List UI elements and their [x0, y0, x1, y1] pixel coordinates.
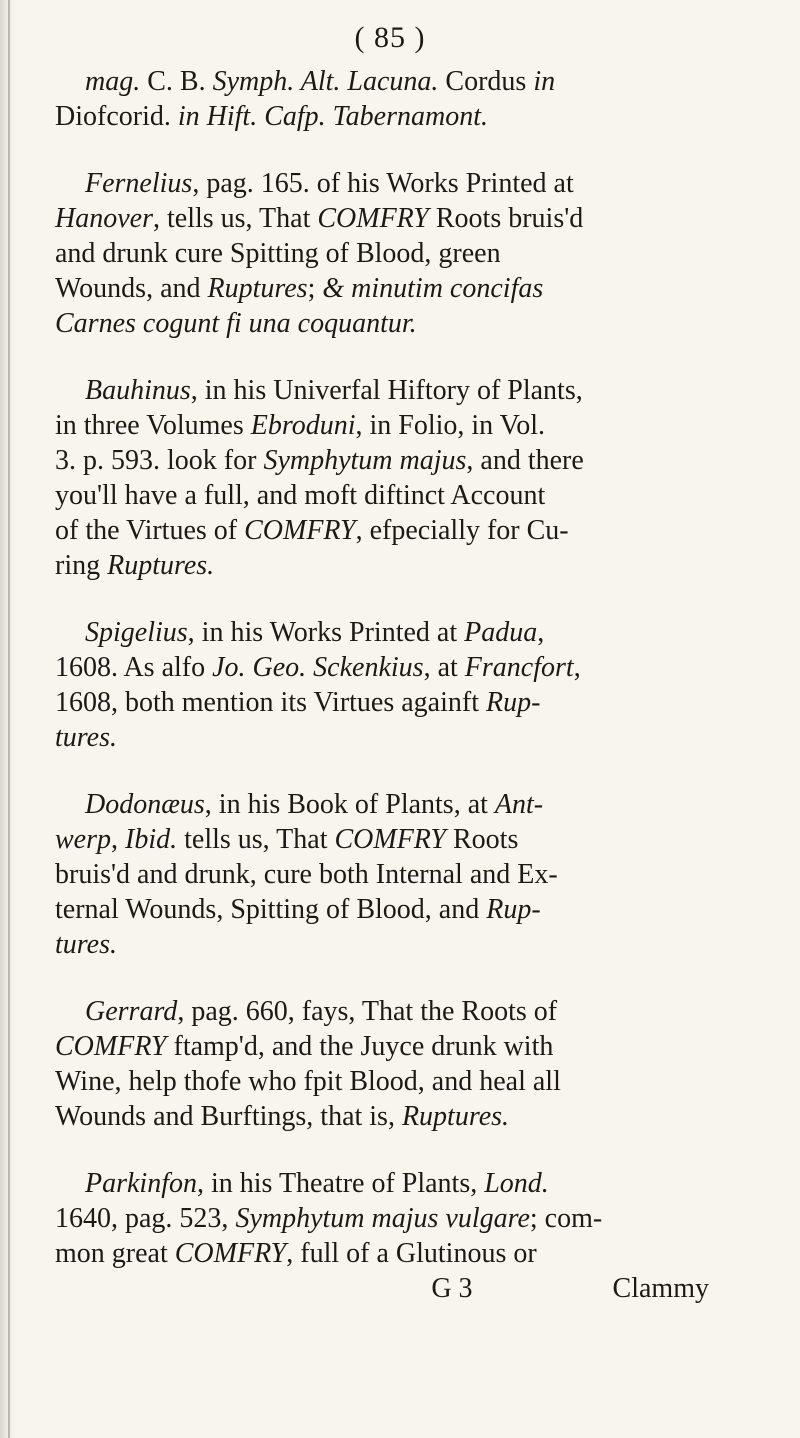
roman-text: ftamp'd, and the Juyce drunk with	[166, 1031, 554, 1062]
italic-text: werp	[55, 824, 111, 855]
text-line	[55, 236, 715, 271]
page-number: ( 85 )	[354, 21, 426, 54]
italic-text: Symphytum majus	[263, 445, 467, 476]
roman-text: , in his Works Printed at	[187, 617, 465, 648]
text-line	[55, 513, 715, 548]
roman-text: , efpecially for Cu-	[355, 515, 569, 546]
italic-text: Rup-	[485, 687, 541, 718]
text-line	[55, 64, 715, 99]
text-line	[55, 685, 715, 720]
text-line	[55, 1064, 715, 1099]
roman-text: and drunk cure Spitting of Blood, green	[55, 238, 501, 269]
roman-text: ring	[55, 550, 108, 581]
text-line	[55, 857, 715, 892]
text-line	[55, 373, 715, 408]
text-line	[55, 994, 715, 1029]
italic-text: & minutim concifas	[322, 273, 544, 304]
text-line	[55, 1099, 715, 1134]
text-line	[55, 1166, 715, 1201]
roman-text: 1608, both mention its Virtues againft	[55, 687, 486, 718]
page-gutter-edge	[8, 0, 10, 1438]
text-line	[55, 408, 715, 443]
roman-text: Wounds, and	[55, 273, 208, 304]
roman-text: ternal Wounds, Spitting of Blood, and	[55, 894, 487, 925]
roman-text: bruis'd and drunk, cure both Internal and Ex-	[55, 859, 558, 890]
italic-text: Symphytum majus vulgare	[235, 1203, 530, 1234]
italic-text: Ant-	[494, 789, 544, 820]
roman-text: , full of a Glutinous or	[286, 1238, 537, 1269]
roman-text: 1608. As alfo	[55, 652, 213, 683]
text-line	[55, 1236, 715, 1271]
text-line	[55, 787, 715, 822]
text-line	[55, 306, 715, 341]
text-line	[55, 478, 715, 513]
italic-text: Jo. Geo. Sckenkius	[212, 652, 424, 683]
roman-text: Wine, help thofe who fpit Blood, and heal all	[55, 1066, 561, 1097]
italic-text: Ibid.	[125, 824, 178, 855]
paragraph-p4	[55, 615, 715, 755]
roman-text: , pag. 660, fays, That the Roots of	[177, 996, 558, 1027]
roman-text: 1640, pag. 523,	[55, 1203, 236, 1234]
text-line	[55, 892, 715, 927]
italic-text: Ruptures.	[107, 550, 215, 581]
roman-text: tells us, That	[177, 824, 335, 855]
roman-text: , tells us, That	[152, 203, 318, 234]
italic-text: Fernelius	[85, 168, 193, 199]
text-line	[55, 548, 715, 583]
text-line	[55, 201, 715, 236]
italic-text: COMFRY	[55, 1031, 167, 1062]
italic-text: Symph. Alt. Lacuna.	[212, 66, 439, 97]
italic-text: Rup-	[486, 894, 541, 925]
italic-text: Ebroduni	[250, 410, 356, 441]
italic-text: Padua	[464, 617, 538, 648]
roman-text: ,	[573, 652, 581, 683]
italic-text: Ruptures.	[401, 1101, 510, 1132]
text-line	[55, 650, 715, 685]
page-footer-line	[55, 1271, 715, 1306]
italic-text: Lond.	[484, 1168, 549, 1199]
roman-text: , in Folio, in Vol.	[355, 410, 546, 441]
roman-text: , in his Univerfal Hiftory of Plants,	[190, 375, 583, 406]
paragraph-p7	[55, 1166, 715, 1271]
roman-text: Cordus	[438, 66, 534, 97]
italic-text: Carnes cogunt fi una coquantur.	[55, 308, 417, 339]
text-line	[55, 166, 715, 201]
text-line	[55, 822, 715, 857]
catchword: Clammy	[612, 1273, 709, 1304]
roman-text: ,	[111, 824, 125, 855]
roman-text: Diofcorid.	[55, 101, 178, 132]
italic-text: Dodonæus	[85, 789, 205, 820]
italic-text: in Hift. Cafp. Tabernamont.	[177, 101, 488, 132]
italic-text: Parkinfon	[85, 1168, 197, 1199]
roman-text: , and there	[466, 445, 584, 476]
roman-text: 3. p. 593. look for	[55, 445, 264, 476]
text-line	[55, 1201, 715, 1236]
roman-text: C. B.	[140, 66, 213, 97]
text-line	[55, 720, 715, 755]
roman-text: ; com-	[529, 1203, 603, 1234]
paragraph-p5	[55, 787, 715, 962]
italic-text: Ruptures	[207, 273, 308, 304]
italic-text: Bauhinus	[85, 375, 191, 406]
italic-text: COMFRY	[244, 515, 356, 546]
roman-text: , at	[423, 652, 465, 683]
italic-text: tures.	[55, 929, 117, 960]
roman-text: ;	[307, 273, 323, 304]
roman-text: , pag. 165. of his Works Printed at	[192, 168, 574, 199]
roman-text: ,	[537, 617, 545, 648]
text-line	[55, 443, 715, 478]
roman-text: mon great	[55, 1238, 175, 1269]
italic-text: COMFRY	[174, 1238, 287, 1269]
text-line	[55, 99, 715, 134]
roman-text: you'll have a full, and moft diftinct Account	[55, 480, 546, 511]
roman-text: Roots bruis'd	[428, 203, 584, 234]
italic-text: in	[533, 66, 556, 97]
italic-text: mag.	[85, 66, 141, 97]
italic-text: tures.	[55, 722, 117, 753]
roman-text: Wounds and Burftings, that is,	[55, 1101, 402, 1132]
italic-text: COMFRY	[334, 824, 446, 855]
text-line	[55, 615, 715, 650]
text-line	[55, 271, 715, 306]
italic-text: Hanover	[55, 203, 153, 234]
paragraph-p1	[55, 64, 715, 134]
signature-mark: G 3	[431, 1273, 473, 1304]
page-content	[55, 20, 715, 1306]
roman-text: Roots	[445, 824, 519, 855]
body-text	[55, 64, 715, 1271]
text-line	[55, 1029, 715, 1064]
roman-text: , in his Book of Plants, at	[204, 789, 495, 820]
roman-text: of the Virtues of	[55, 515, 245, 546]
paragraph-p6	[55, 994, 715, 1134]
italic-text: COMFRY	[317, 203, 429, 234]
text-line	[55, 927, 715, 962]
paragraph-p2	[55, 166, 715, 341]
italic-text: Spigelius	[85, 617, 188, 648]
roman-text: in three Volumes	[55, 410, 251, 441]
paragraph-p3	[55, 373, 715, 583]
italic-text: Francfort	[464, 652, 574, 683]
roman-text: , in his Theatre of Plants,	[197, 1168, 485, 1199]
italic-text: Gerrard	[85, 996, 178, 1027]
